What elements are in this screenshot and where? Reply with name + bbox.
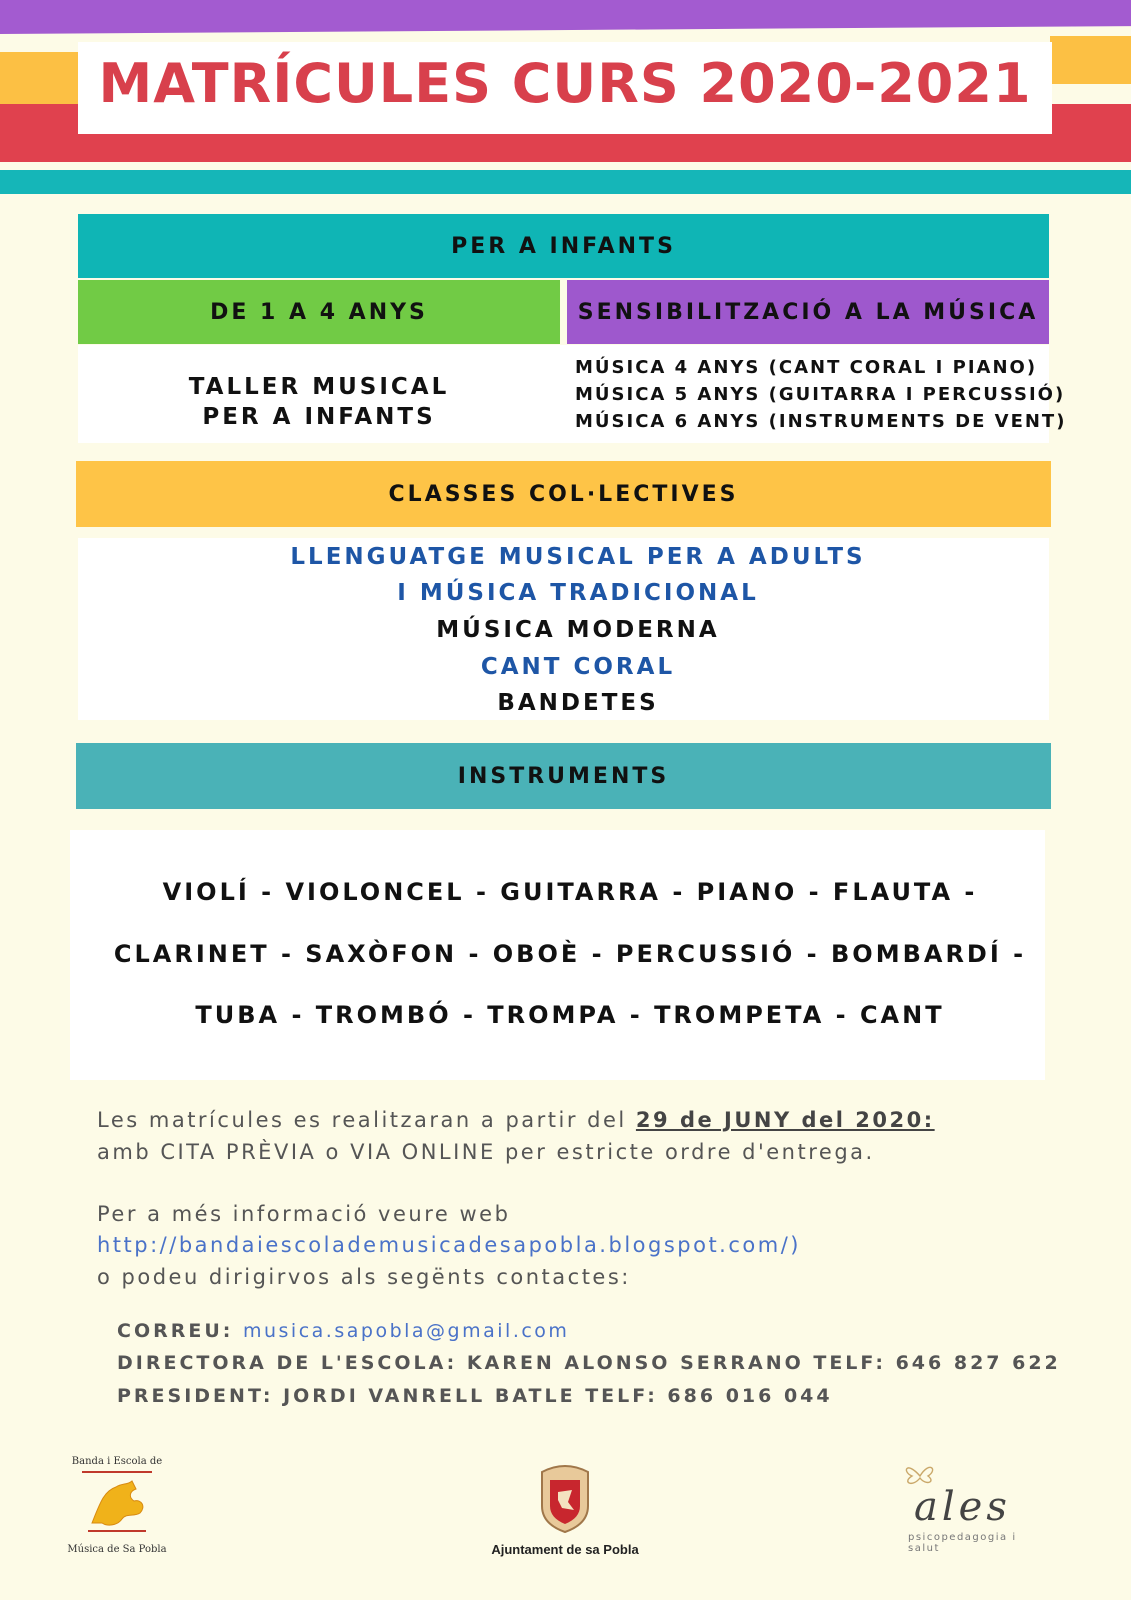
header-stripe-yellow-right (1050, 36, 1131, 84)
collective-item: BANDETES (497, 690, 659, 716)
age-1-4-heading: DE 1 A 4 ANYS (78, 280, 560, 344)
instrument-line: TUBA - TROMBÓ - TROMPA - TROMPETA - CANT (195, 1001, 945, 1029)
musica-age-list (575, 354, 1067, 435)
list-item: MÚSICA 4 ANYS (CANT CORAL I PIANO) (575, 357, 1038, 378)
contacts-intro: o podeu dirigirvos als segënts contactes: (97, 1265, 631, 1289)
header-stripe-teal (0, 170, 1131, 194)
griffin-icon (82, 1473, 152, 1535)
instruments-heading: INSTRUMENTS (76, 743, 1051, 809)
email-line (117, 1320, 569, 1342)
collective-item: MÚSICA MODERNA (436, 617, 720, 643)
enrolment-method: amb CITA PRÈVIA o VIA ONLINE per estricte ordre d'entrega. (97, 1140, 875, 1164)
instrument-line: CLARINET - SAXÒFON - OBOÈ - PERCUSSIÓ - BOMBARDÍ - (113, 940, 1027, 968)
website-link[interactable]: http://bandaiescolademusicadesapobla.blogspot.com/) (97, 1233, 801, 1257)
taller-line-1: TALLER MUSICAL (188, 374, 450, 400)
enrolment-date: 29 de JUNY del 2020: (635, 1108, 935, 1132)
band-logo-top-text: Banda i Escola de (71, 1456, 163, 1467)
infants-heading: PER A INFANTS (78, 214, 1049, 278)
ajuntament-logo (470, 1462, 660, 1572)
taller-line-2: PER A INFANTS (202, 404, 436, 430)
list-item: MÚSICA 6 ANYS (INSTRUMENTS DE VENT) (575, 411, 1067, 432)
coat-of-arms-icon (534, 1462, 596, 1534)
email-label: CORREU: (117, 1320, 243, 1342)
collectives-heading: CLASSES COL·LECTIVES (76, 461, 1051, 527)
ales-subtitle: psicopedagogia i salut (908, 1532, 1017, 1554)
header-stripe-purple (0, 0, 1131, 34)
ales-wordmark: ales (914, 1484, 1011, 1530)
president-contact: PRESIDENT: JORDI VANRELL BATLE TELF: 686 016 044 (117, 1385, 833, 1407)
instrument-line: VIOLÍ - VIOLONCEL - GUITARRA - PIANO - FLAUTA - (162, 878, 978, 906)
collective-item: LLENGUATGE MUSICAL PER A ADULTS (290, 544, 866, 570)
enrolment-intro: Les matrícules es realitzaran a partir del (97, 1108, 636, 1132)
sensibilitzacio-heading: SENSIBILITZACIÓ A LA MÚSICA (567, 280, 1049, 344)
page-title: MATRÍCULES CURS 2020-2021 (98, 52, 1032, 115)
collective-item: CANT CORAL (480, 654, 676, 680)
email-link[interactable]: musica.sapobla@gmail.com (242, 1320, 570, 1342)
more-info-text: Per a més informació veure web (97, 1202, 511, 1226)
ales-logo (900, 1456, 1050, 1556)
ajuntament-caption: Ajuntament de sa Pobla (491, 1542, 639, 1557)
list-item: MÚSICA 5 ANYS (GUITARRA I PERCUSSIÓ) (575, 384, 1066, 405)
taller-musical-text (78, 372, 560, 432)
enrolment-date-line (97, 1108, 935, 1132)
director-contact: DIRECTORA DE L'ESCOLA: KAREN ALONSO SERRANO TELF: 646 827 622 (117, 1352, 1061, 1374)
band-logo-bottom-text: Música de Sa Pobla (67, 1544, 167, 1555)
band-school-logo (62, 1456, 172, 1556)
collective-item: I MÚSICA TRADICIONAL (397, 580, 759, 606)
